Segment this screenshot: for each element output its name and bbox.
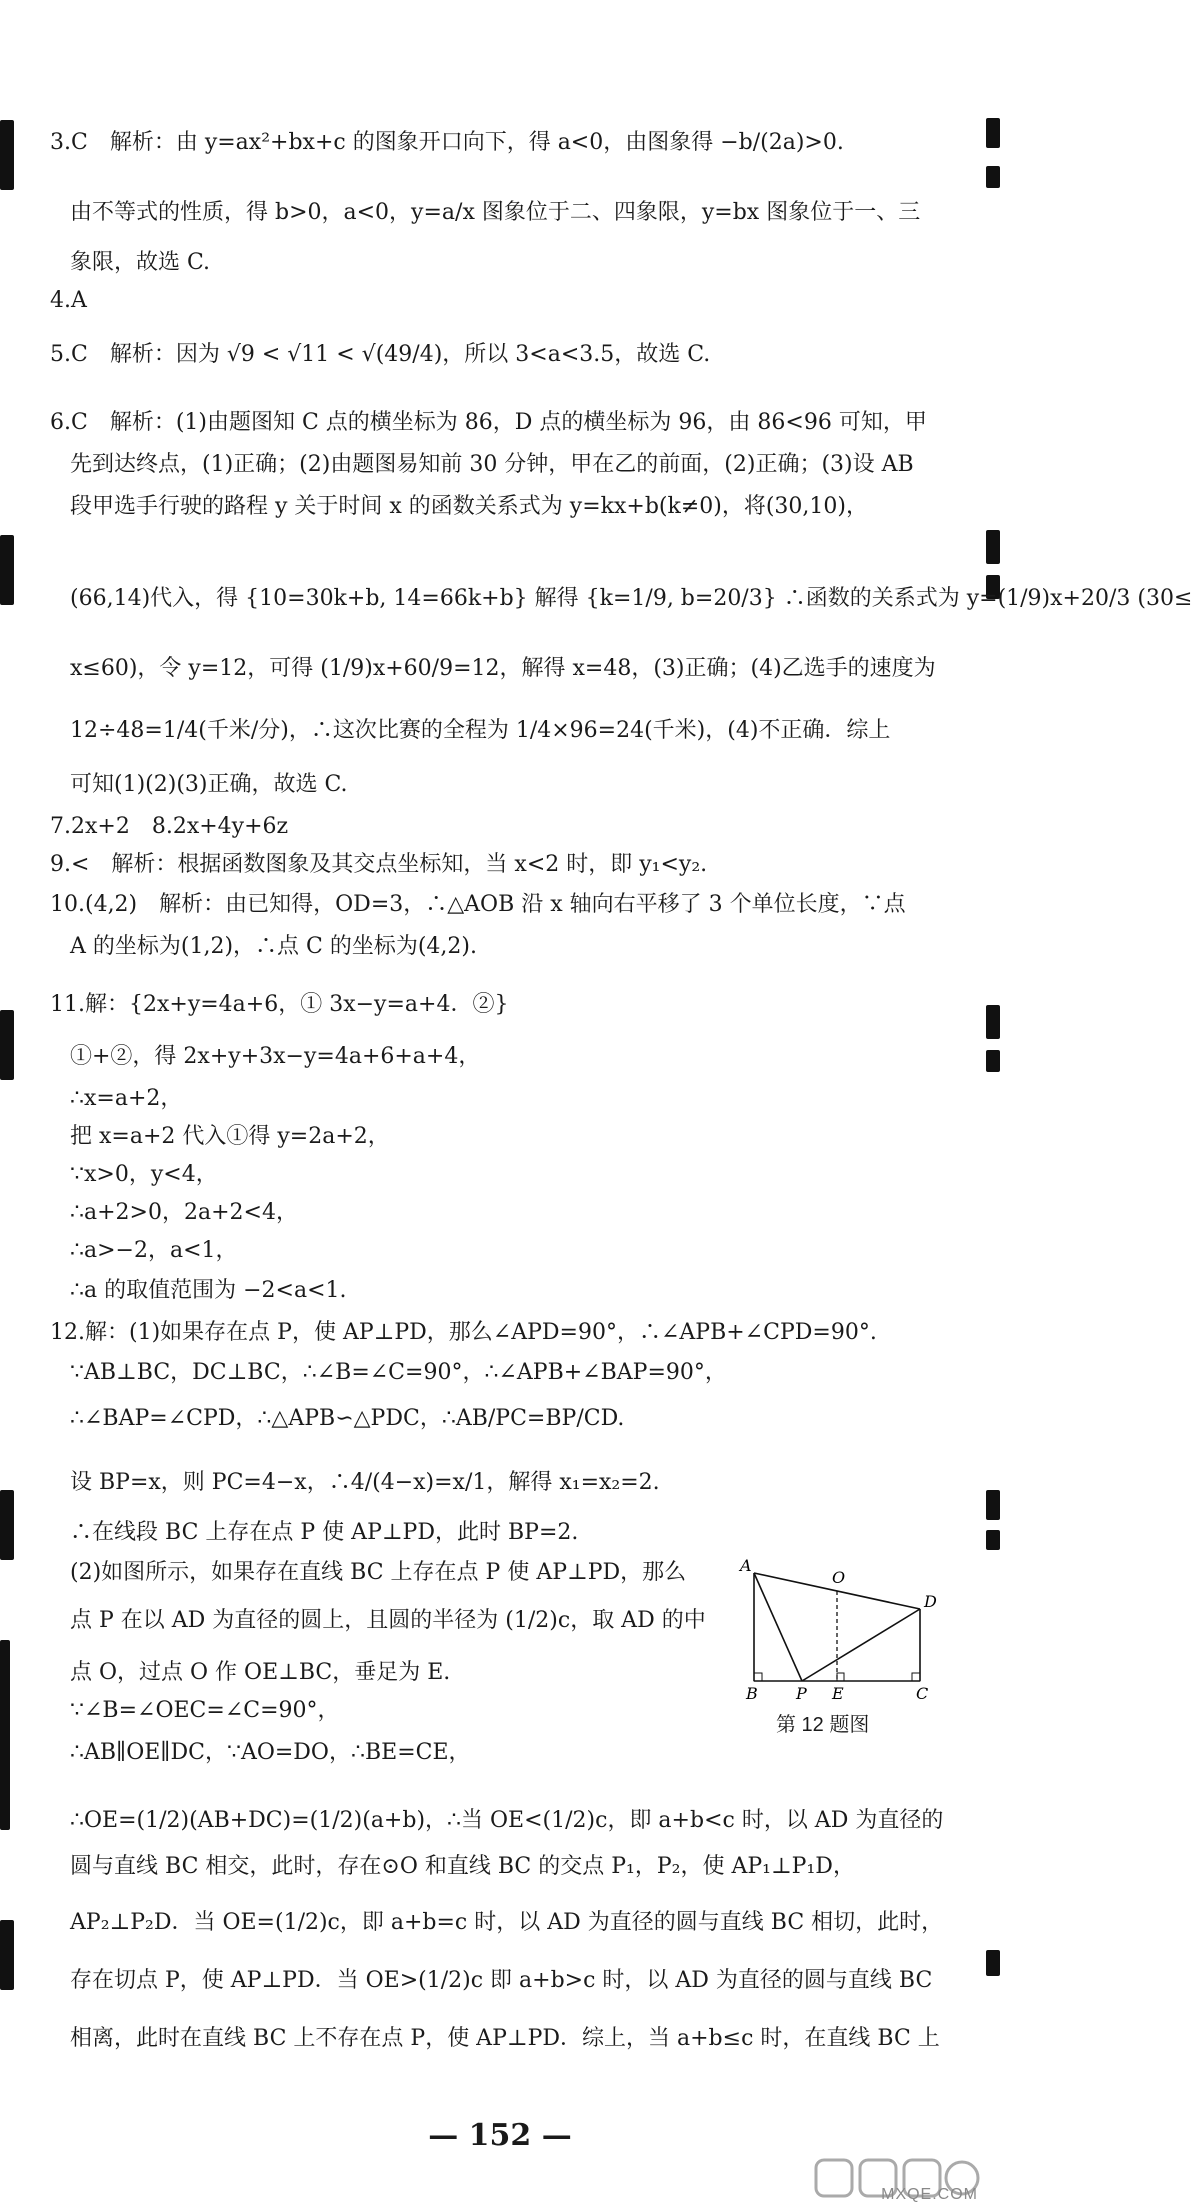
text-line: ∵x>0，y<4，: [70, 1162, 218, 1187]
label-a: A: [740, 1556, 752, 1575]
text-line: 4.A: [50, 288, 87, 313]
binding-mark-right: [986, 118, 1000, 148]
right-angle-c: [912, 1673, 920, 1681]
text-line: 3.C 解析：由 y=ax²+bx+c 的图象开口向下，得 a<0，由图象得 −b/(2a)>0.: [50, 130, 844, 155]
label-b: B: [746, 1684, 758, 1703]
text-line: AP₂⊥P₂D．当 OE=(1/2)c，即 a+b=c 时，以 AD 为直径的圆与直线 BC 相切，此时，: [70, 1910, 944, 1935]
text-line: ∴OE=(1/2)(AB+DC)=(1/2)(a+b)，∴当 OE<(1/2)c，即 a+b<c 时，以 AD 为直径的: [70, 1808, 944, 1833]
segment-pd: [802, 1609, 920, 1681]
text-line: 可知(1)(2)(3)正确，故选 C.: [70, 772, 348, 797]
binding-mark-right: [986, 1050, 1000, 1072]
figure-caption: 第 12 题图: [776, 1714, 870, 1736]
text-line: A 的坐标为(1,2)，∴点 C 的坐标为(4,2).: [70, 934, 478, 959]
binding-mark-left: [0, 120, 14, 190]
text-line: ∴x=a+2，: [70, 1086, 183, 1111]
label-d: D: [924, 1592, 937, 1611]
binding-mark-right: [986, 1950, 1000, 1976]
text-line: 先到达终点，(1)正确；(2)由题图易知前 30 分钟，甲在乙的前面，(2)正确；(3)设 AB: [70, 452, 914, 477]
text-line: (2)如图所示，如果存在直线 BC 上存在点 P 使 AP⊥PD，那么: [70, 1560, 687, 1585]
text-line: 9.< 解析：根据函数图象及其交点坐标知，当 x<2 时，即 y₁<y₂.: [50, 852, 708, 877]
text-line: 10.(4,2) 解析：由已知得，OD=3，∴△AOB 沿 x 轴向右平移了 3 个单位长度，∵点: [50, 892, 906, 917]
right-angle-b: [754, 1673, 762, 1681]
binding-mark-right: [986, 530, 1000, 564]
text-line: 点 O，过点 O 作 OE⊥BC，垂足为 E.: [70, 1660, 451, 1685]
label-e: E: [832, 1684, 844, 1703]
page-number: — 152 —: [428, 2118, 572, 2153]
text-line: 5.C 解析：因为 √9 < √11 < √(49/4)，所以 3<a<3.5，故选 C.: [50, 342, 711, 367]
text-line: ∴a 的取值范围为 −2<a<1.: [70, 1278, 347, 1303]
text-line: 12÷48=1/4(千米/分)，∴这次比赛的全程为 1/4×96=24(千米)，(4)不正确．综上: [70, 718, 891, 743]
text-line: 由不等式的性质，得 b>0，a<0，y=a/x 图象位于二、四象限，y=bx 图象位于一、三: [70, 200, 921, 225]
binding-mark-left: [0, 1010, 14, 1080]
text-line: ①+②，得 2x+y+3x−y=4a+6+a+4，: [70, 1044, 481, 1069]
text-line: x≤60)，令 y=12，可得 (1/9)x+60/9=12，解得 x=48，(3)正确；(4)乙选手的速度为: [70, 656, 936, 681]
text-line: 相离，此时在直线 BC 上不存在点 P，使 AP⊥PD．综上，当 a+b≤c 时，在直线 BC 上: [70, 2026, 940, 2051]
right-angle-e: [837, 1673, 844, 1681]
text-line: ∴AB∥OE∥DC，∵AO=DO，∴BE=CE，: [70, 1740, 471, 1765]
label-p: P: [796, 1684, 807, 1703]
text-line: ∵AB⊥BC，DC⊥BC，∴∠B=∠C=90°，∴∠APB+∠BAP=90°，: [70, 1360, 727, 1385]
binding-mark-left: [0, 1490, 14, 1560]
binding-mark-right: [986, 1490, 1000, 1520]
text-line: 7.2x+2 8.2x+4y+6z: [50, 814, 289, 839]
text-line: 12.解：(1)如果存在点 P，使 AP⊥PD，那么∠APD=90°，∴∠APB+∠CPD=90°.: [50, 1320, 877, 1345]
binding-mark-right: [986, 1530, 1000, 1550]
text-line: ∴在线段 BC 上存在点 P 使 AP⊥PD，此时 BP=2.: [70, 1520, 579, 1545]
text-line: ∴a+2>0，2a+2<4，: [70, 1200, 298, 1225]
text-line: 11.解：{2x+y=4a+6，① 3x−y=a+4．②}: [50, 992, 509, 1017]
binding-mark-right: [986, 1005, 1000, 1039]
segment-ap: [754, 1573, 802, 1681]
label-c: C: [916, 1684, 929, 1703]
text-line: 把 x=a+2 代入①得 y=2a+2，: [70, 1124, 390, 1149]
binding-mark-right: [986, 166, 1000, 188]
text-line: ∴a>−2，a<1，: [70, 1238, 238, 1263]
binding-mark-left: [0, 1920, 14, 1990]
text-line: ∴∠BAP=∠CPD，∴△APB∽△PDC，∴AB/PC=BP/CD.: [70, 1406, 625, 1431]
binding-mark-left: [0, 1640, 10, 1830]
text-line: 圆与直线 BC 相交，此时，存在⊙O 和直线 BC 的交点 P₁，P₂，使 AP₁⊥P₁D，: [70, 1854, 855, 1879]
text-line: ∵∠B=∠OEC=∠C=90°，: [70, 1698, 340, 1723]
text-line: 存在切点 P，使 AP⊥PD．当 OE>(1/2)c 即 a+b>c 时，以 AD 为直径的圆与直线 BC: [70, 1968, 933, 1993]
text-line: 段甲选手行驶的路程 y 关于时间 x 的函数关系式为 y=kx+b(k≠0)，将(30,10)，: [70, 494, 868, 519]
text-line: 象限，故选 C.: [70, 250, 211, 275]
watermark-text: MXQE.COM: [881, 2186, 978, 2203]
text-line: (66,14)代入，得 {10=30k+b, 14=66k+b} 解得 {k=1/9, b=20/3} ∴函数的关系式为 y=(1/9)x+20/3 (30≤: [70, 586, 1192, 611]
problem-12-figure: [740, 1555, 940, 1705]
text-line: 6.C 解析：(1)由题图知 C 点的横坐标为 86，D 点的横坐标为 96，由 86<96 可知，甲: [50, 410, 927, 435]
label-o: O: [832, 1568, 846, 1587]
binding-mark-left: [0, 535, 14, 605]
text-line: 设 BP=x，则 PC=4−x，∴4/(4−x)=x/1，解得 x₁=x₂=2.: [70, 1470, 660, 1495]
text-line: 点 P 在以 AD 为直径的圆上，且圆的半径为 (1/2)c，取 AD 的中: [70, 1608, 706, 1633]
